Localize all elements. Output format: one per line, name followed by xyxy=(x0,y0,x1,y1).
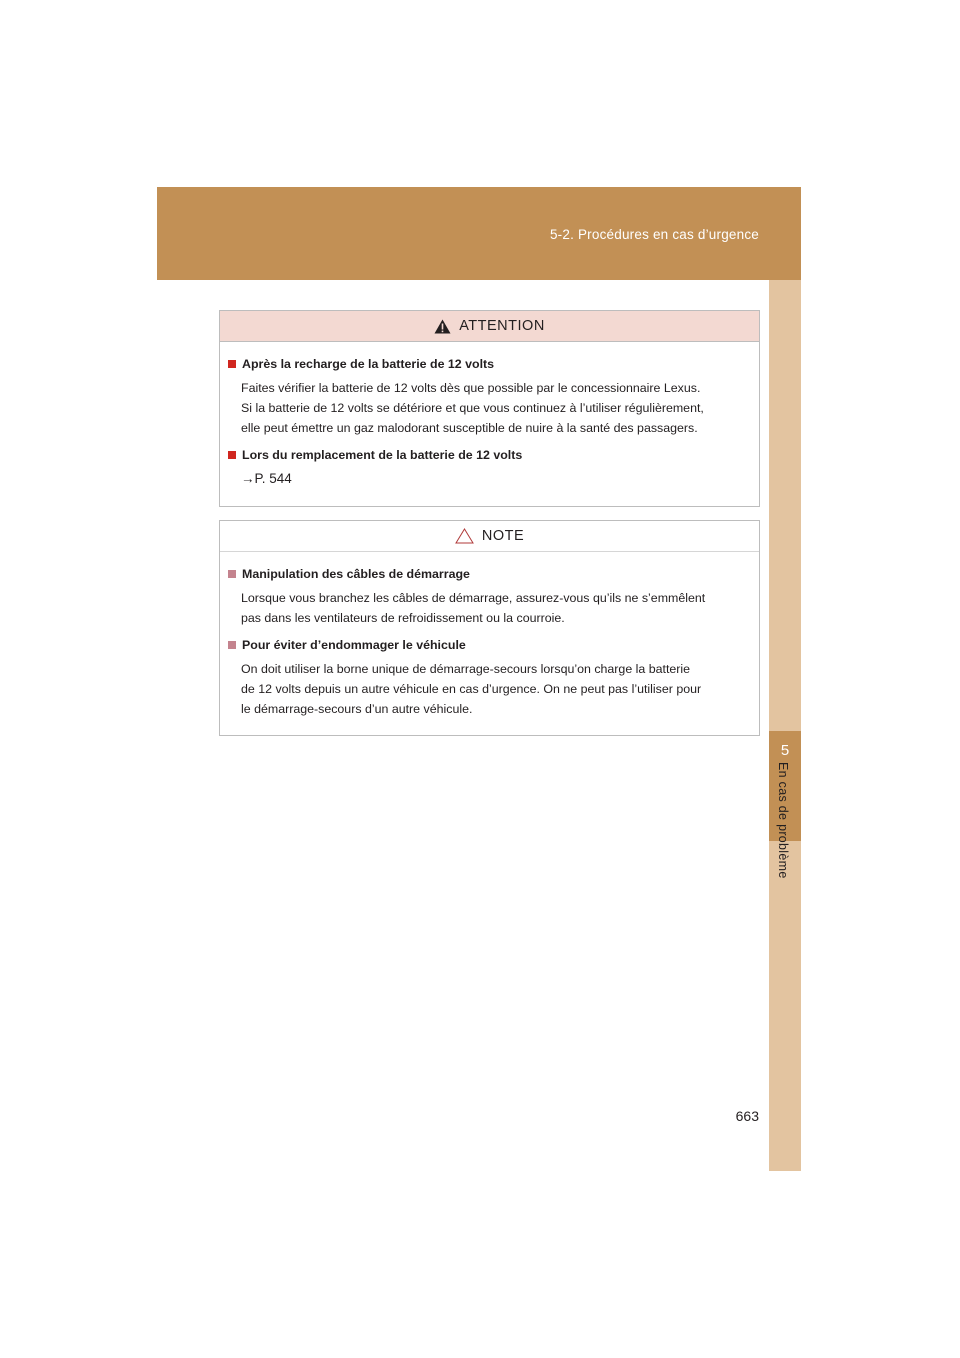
page-number: 663 xyxy=(735,1108,759,1124)
square-bullet-icon xyxy=(228,451,236,459)
square-bullet-icon xyxy=(228,641,236,649)
note-item-1-text xyxy=(227,588,751,628)
attention-item-1-title: Après la recharge de la batterie de 12 volts xyxy=(242,357,495,371)
note-title: NOTE xyxy=(481,528,525,544)
square-bullet-icon xyxy=(228,360,236,368)
attention-title: ATTENTION xyxy=(459,318,545,334)
attention-box xyxy=(219,310,760,507)
warning-triangle-icon xyxy=(434,319,451,334)
chapter-label: En cas de problème xyxy=(776,762,790,879)
text-line: de 12 volts depuis un autre véhicule en cas d’urgence. On ne peut pas l’utiliser pour xyxy=(241,682,702,696)
attention-body xyxy=(220,342,759,489)
text-line: Lorsque vous branchez les câbles de démarrage, assurez-vous qu’ils ne s’emmêlent xyxy=(241,591,706,605)
attention-item-title xyxy=(227,445,751,465)
header-band xyxy=(157,187,801,280)
text-line: pas dans les ventilateurs de refroidissement ou la courroie. xyxy=(241,611,565,625)
square-bullet-icon xyxy=(228,570,236,578)
note-item-2-title: Pour éviter d’endommager le véhicule xyxy=(242,638,466,652)
attention-item-2-text xyxy=(227,469,751,489)
note-item-title xyxy=(227,564,751,584)
caution-outline-triangle-icon xyxy=(455,528,474,544)
note-body xyxy=(220,552,759,719)
note-item-2-text xyxy=(227,659,751,719)
chapter-side-tab xyxy=(769,280,801,1171)
text-line: elle peut émettre un gaz malodorant susceptible de nuire à la santé des passagers. xyxy=(241,421,698,435)
text-line: le démarrage-secours d’un autre véhicule. xyxy=(241,702,473,716)
section-title: 5-2. Procédures en cas d’urgence xyxy=(549,227,759,242)
attention-header xyxy=(220,311,759,342)
text-line: Si la batterie de 12 volts se détériore et que vous continuez à l’utiliser régulièrement, xyxy=(241,401,704,415)
note-box xyxy=(219,520,760,736)
note-header xyxy=(220,521,759,552)
text-line: On doit utiliser la borne unique de démarrage-secours lorsqu’on charge la batterie xyxy=(241,662,691,676)
chapter-number: 5 xyxy=(780,742,790,759)
text-line: Faites vérifier la batterie de 12 volts dès que possible par le concessionnaire Lexus. xyxy=(241,381,701,395)
note-item-1-title: Manipulation des câbles de démarrage xyxy=(242,567,470,581)
note-item-title xyxy=(227,635,751,655)
page-reference-link[interactable]: →P. 544 xyxy=(241,471,292,486)
attention-item-title xyxy=(227,354,751,374)
attention-item-2-title: Lors du remplacement de la batterie de 12 volts xyxy=(242,448,523,462)
attention-item-1-text xyxy=(227,378,751,438)
